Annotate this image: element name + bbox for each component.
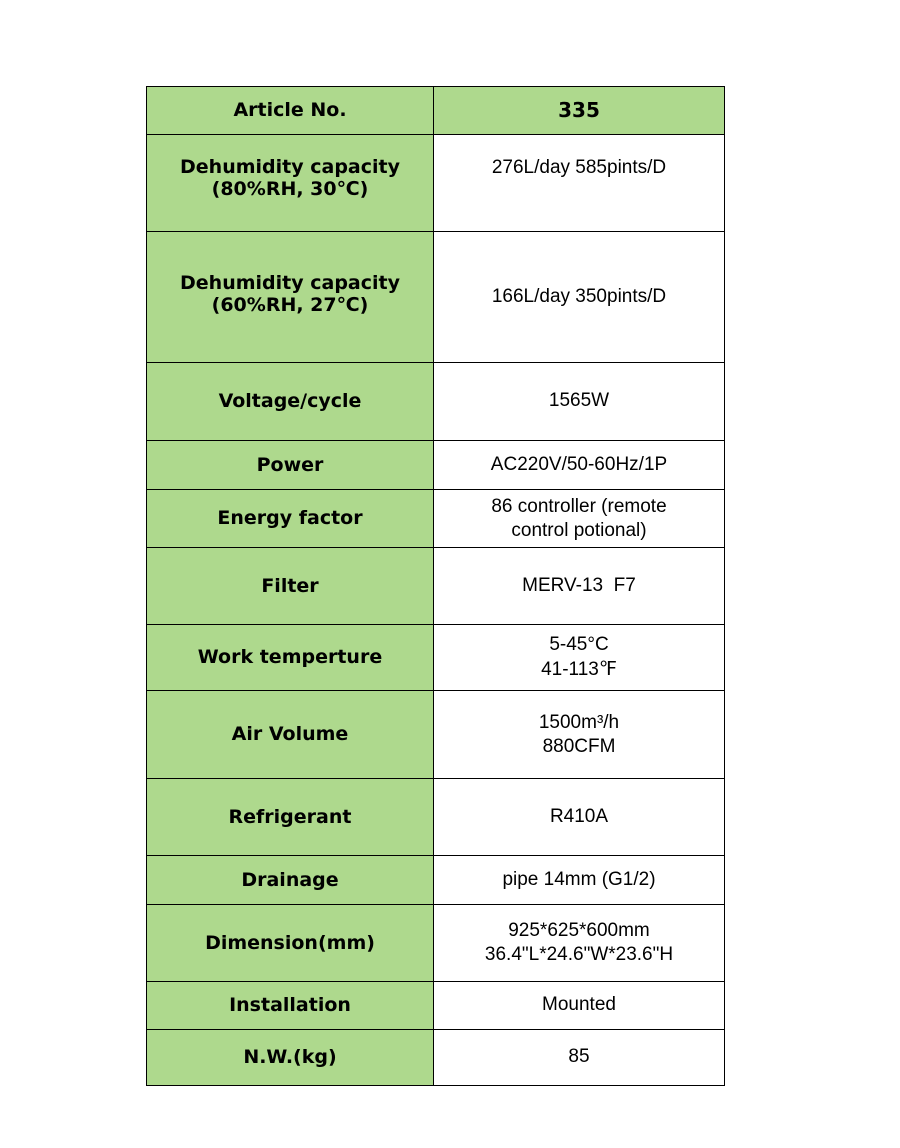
row-label-line: Voltage/cycle <box>218 390 362 413</box>
row-value <box>434 1030 725 1086</box>
table-row <box>147 625 725 691</box>
table-row <box>147 441 725 490</box>
row-value-line: 1500m³/h <box>538 712 620 733</box>
row-value <box>434 135 725 232</box>
row-label-line: (80%RH, 30℃) <box>211 178 369 200</box>
row-value <box>434 691 725 779</box>
row-label <box>147 691 434 779</box>
row-label <box>147 982 434 1030</box>
row-value <box>434 905 725 982</box>
table-row <box>147 982 725 1030</box>
row-label-line: Installation <box>229 994 351 1017</box>
row-value <box>434 779 725 856</box>
table-row <box>147 490 725 548</box>
row-label <box>147 490 434 548</box>
row-value-line: control potional) <box>511 519 647 541</box>
row-label-line: Power <box>256 453 324 476</box>
row-label <box>147 441 434 490</box>
row-value-line: 1565W <box>548 390 610 412</box>
table-row <box>147 232 725 363</box>
row-value <box>434 441 725 490</box>
row-value-line: 925*625*600mm <box>508 920 650 942</box>
row-label <box>147 905 434 982</box>
row-value-line: 36.4"L*24.6"W*23.6"H <box>484 944 674 965</box>
row-label-line: Dimension(mm) <box>205 931 375 954</box>
row-label <box>147 625 434 691</box>
row-value <box>434 982 725 1030</box>
spec-table <box>146 86 725 1086</box>
row-value <box>434 625 725 691</box>
table-row <box>147 691 725 779</box>
row-value-line: R410A <box>549 805 609 827</box>
row-label <box>147 1030 434 1086</box>
row-value-line: MERV-13 F7 <box>522 574 636 596</box>
table-row <box>147 548 725 625</box>
row-value-line: Mounted <box>542 994 616 1016</box>
row-label-line: Dehumidity capacity <box>180 271 400 294</box>
row-label <box>147 363 434 441</box>
row-value <box>434 548 725 625</box>
row-label-line: (60%RH, 27℃) <box>211 294 369 316</box>
row-label-line: Work temperture <box>197 646 383 669</box>
row-label-line: Dehumidity capacity <box>180 155 400 178</box>
row-label <box>147 548 434 625</box>
row-value-line: 166L/day 350pints/D <box>491 285 667 307</box>
row-value-line: 5-45°C <box>549 633 609 655</box>
row-label-line: Refrigerant <box>228 805 352 828</box>
row-value-line: 276L/day 585pints/D <box>491 157 667 178</box>
row-label-line: Energy factor <box>217 507 363 530</box>
row-value <box>434 490 725 548</box>
header-value: 335 <box>434 87 725 135</box>
row-value <box>434 232 725 363</box>
row-value-line: AC220V/50-60Hz/1P <box>490 453 668 475</box>
row-value-line: 41-113℉ <box>541 658 617 680</box>
row-label-line: Air Volume <box>231 723 349 746</box>
row-value <box>434 856 725 905</box>
row-label <box>147 232 434 363</box>
header-label: Article No. <box>147 87 434 135</box>
row-label-line: Filter <box>261 574 319 597</box>
row-value-line: pipe 14mm (G1/2) <box>502 868 656 890</box>
table-row <box>147 135 725 232</box>
row-value-line: 880CFM <box>542 735 616 757</box>
header-row <box>147 87 725 135</box>
table-row <box>147 363 725 441</box>
row-label-line: N.W.(kg) <box>243 1046 337 1069</box>
table-row <box>147 779 725 856</box>
row-label <box>147 856 434 905</box>
table-row <box>147 1030 725 1086</box>
row-value-line: 86 controller (remote <box>491 495 667 517</box>
row-value-line: 85 <box>568 1046 590 1068</box>
row-value <box>434 363 725 441</box>
table-row <box>147 856 725 905</box>
table-row <box>147 905 725 982</box>
row-label <box>147 779 434 856</box>
row-label-line: Drainage <box>241 868 339 891</box>
row-label <box>147 135 434 232</box>
